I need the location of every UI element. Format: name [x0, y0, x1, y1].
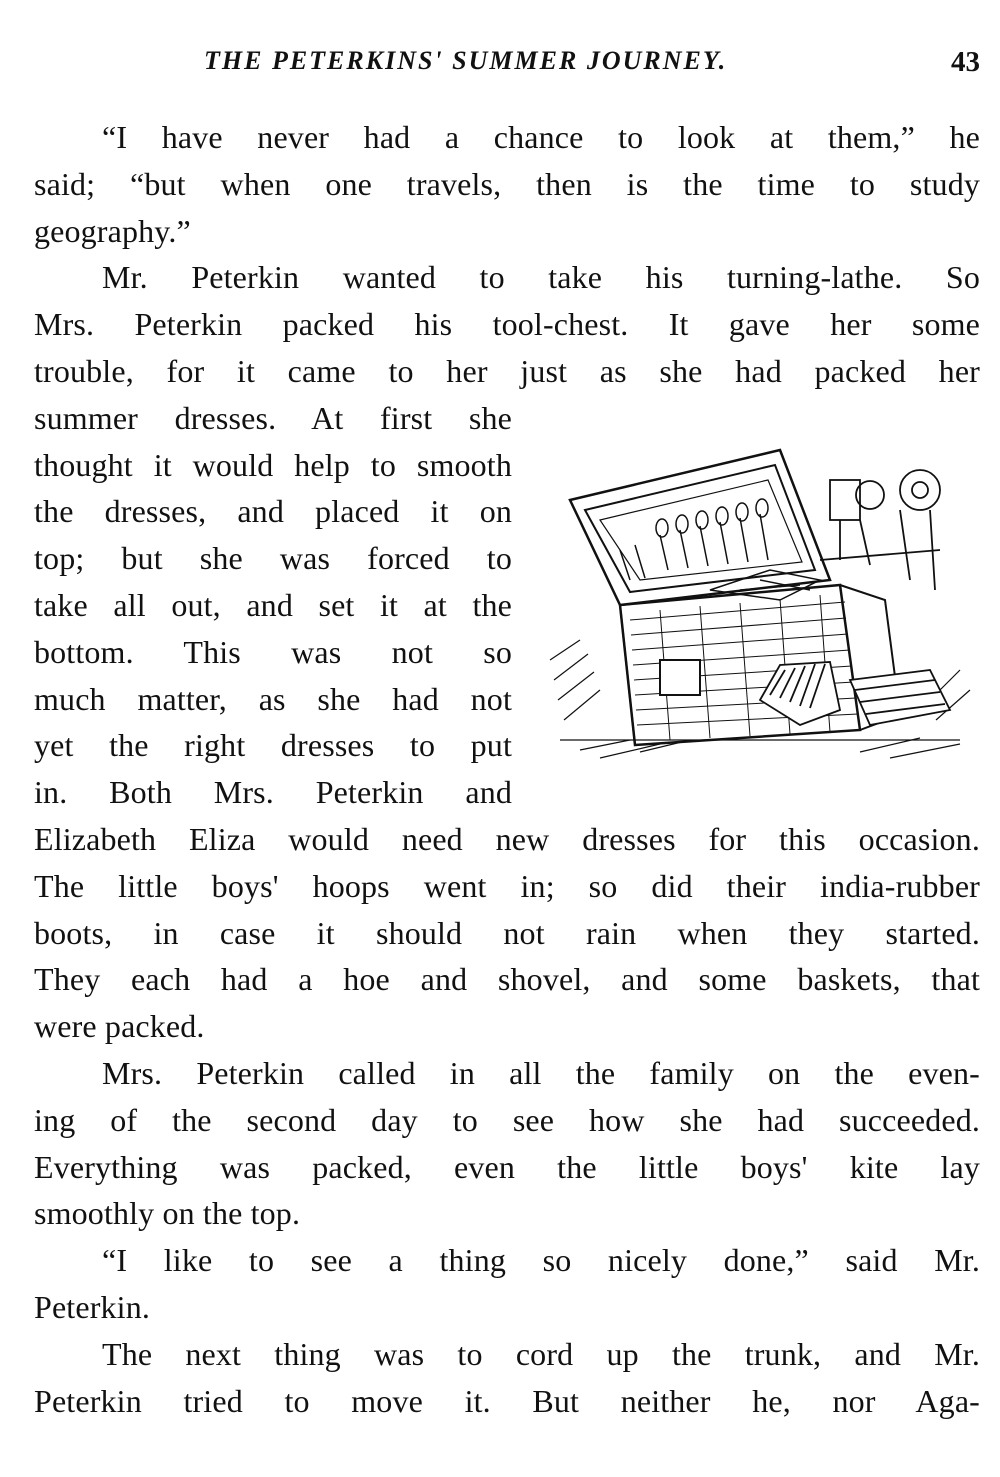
text-line: Peterkin. [34, 1288, 150, 1325]
text-line: summer dresses. At first she [34, 399, 512, 436]
chest-body [620, 585, 900, 745]
text-line: boots, in case it should not rain when they started. [34, 914, 980, 951]
text-line: Mrs. Peterkin called in all the family on the even- [102, 1054, 980, 1091]
turning-lathe [820, 470, 940, 590]
text-line: top; but she was forced to [34, 540, 512, 577]
chest-lid [570, 450, 830, 605]
text-line: Mr. Peterkin wanted to take his turning-lathe. So [102, 259, 980, 296]
text-line: The little boys' hoops went in; so did their india-rubber [34, 867, 980, 904]
text-line: geography.” [34, 212, 191, 249]
text-line: smoothly on the top. [34, 1195, 301, 1232]
text-line: take all out, and set it at the [34, 586, 512, 623]
text-line: said; “but when one travels, then is the time to study [34, 165, 980, 202]
text-line: ing of the second day to see how she had succeeded. [34, 1101, 980, 1138]
text-line: bottom. This was not so [34, 633, 512, 670]
text-line: thought it would help to smooth [34, 446, 512, 483]
tool-chest-drawing [540, 440, 980, 800]
text-line: in. Both Mrs. Peterkin and [34, 774, 512, 811]
text-line: The next thing was to cord up the trunk, and Mr. [102, 1335, 980, 1372]
tool-chest-illustration [540, 440, 980, 800]
running-head [34, 38, 980, 78]
text-line: much matter, as she had not [34, 680, 512, 717]
text-line: yet the right dresses to put [34, 727, 512, 764]
text-line: Elizabeth Eliza would need new dresses for this occasion. [34, 820, 980, 857]
page-number: 43 [951, 46, 980, 78]
text-line: the dresses, and placed it on [34, 493, 512, 530]
text-line: Everything was packed, even the little boys' kite lay [34, 1148, 980, 1185]
text-line: were packed. [34, 1008, 205, 1045]
running-title: THE PETERKINS' SUMMER JOURNEY. [204, 46, 728, 75]
text-line: trouble, for it came to her just as she had packed her [34, 352, 980, 389]
text-line: They each had a hoe and shovel, and some baskets, that [34, 961, 980, 998]
text-line: Peterkin tried to move it. But neither he, nor Aga- [34, 1382, 980, 1419]
text-line: “I have never had a chance to look at them,” he [102, 119, 980, 155]
text-line: “I like to see a thing so nicely done,” said Mr. [102, 1242, 980, 1279]
text-line: Mrs. Peterkin packed his tool-chest. It gave her some [34, 306, 980, 343]
